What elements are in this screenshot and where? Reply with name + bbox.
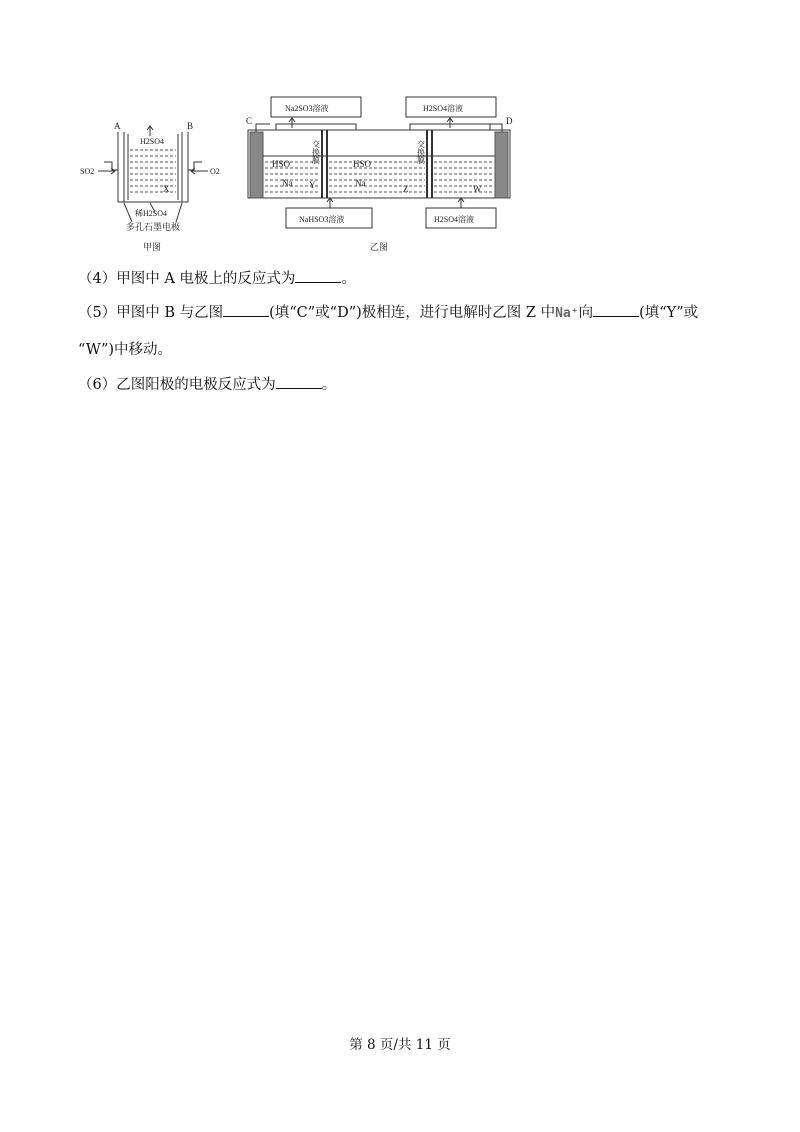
question-4 (78, 268, 356, 289)
jia-top-label: H2SO4 (140, 137, 165, 146)
label-W: W (473, 184, 482, 194)
q5-text-a: （5）甲图中 B 与乙图 (78, 305, 224, 321)
jia-center-label: X (163, 184, 170, 194)
hso-left-label: HSO (272, 159, 291, 169)
membrane-label-left: 交换膜 (311, 140, 321, 164)
jia-right-gas: O2 (210, 167, 220, 176)
yi-caption: 乙图 (370, 242, 389, 252)
chemistry-diagram (0, 0, 800, 260)
na-ion: Na⁺ (555, 306, 579, 321)
box-bottom-left-label: NaHSO3溶液 (299, 215, 345, 224)
label-Z: Z (403, 184, 409, 194)
label-A: A (114, 121, 121, 131)
q5-text-b: (填“C”或“D”)极相连，进行电解时乙图 Z 中 (269, 305, 556, 321)
box-top-left-label: Na2SO3溶液 (285, 104, 329, 113)
jia-bottom-label-1: 稀H2SO4 (135, 209, 168, 218)
q5-text-c: 向 (578, 305, 594, 321)
answer-blank-q5-1[interactable] (223, 302, 269, 317)
label-C: C (246, 116, 253, 126)
na-mid-label: Na (355, 178, 366, 188)
jia-left-gas: SO2 (80, 167, 95, 176)
question-5-line2 (78, 340, 172, 360)
hso-mid-label: HSO (353, 159, 372, 169)
label-B: B (187, 121, 194, 131)
q6-end: 。 (321, 377, 337, 393)
membrane-label-right: 交换膜 (416, 140, 426, 164)
q4-text: （4）甲图中 A 电极上的反应式为 (78, 271, 296, 287)
answer-blank-q4[interactable] (295, 268, 341, 283)
box-bottom-right-label: H2SO4溶液 (434, 215, 475, 224)
jia-bottom-label-2: 多孔石墨电极 (126, 222, 181, 232)
q5-text-d: (填“Y”或 (639, 305, 699, 321)
q6-text: （6）乙图阳极的电极反应式为 (78, 377, 276, 393)
question-6 (78, 374, 336, 395)
answer-blank-q6[interactable] (276, 374, 322, 389)
label-Y: Y (309, 180, 316, 190)
q5-text-line2: “W”)中移动。 (78, 342, 173, 358)
page-footer: 第 8 页/共 11 页 (349, 1037, 451, 1053)
question-5 (78, 302, 698, 324)
jia-caption: 甲图 (143, 242, 162, 252)
q4-end: 。 (341, 271, 356, 287)
box-top-right-label: H2SO4溶液 (423, 104, 464, 113)
na-left-label: Na (282, 178, 293, 188)
answer-blank-q5-2[interactable] (593, 302, 639, 317)
label-D: D (506, 116, 513, 126)
